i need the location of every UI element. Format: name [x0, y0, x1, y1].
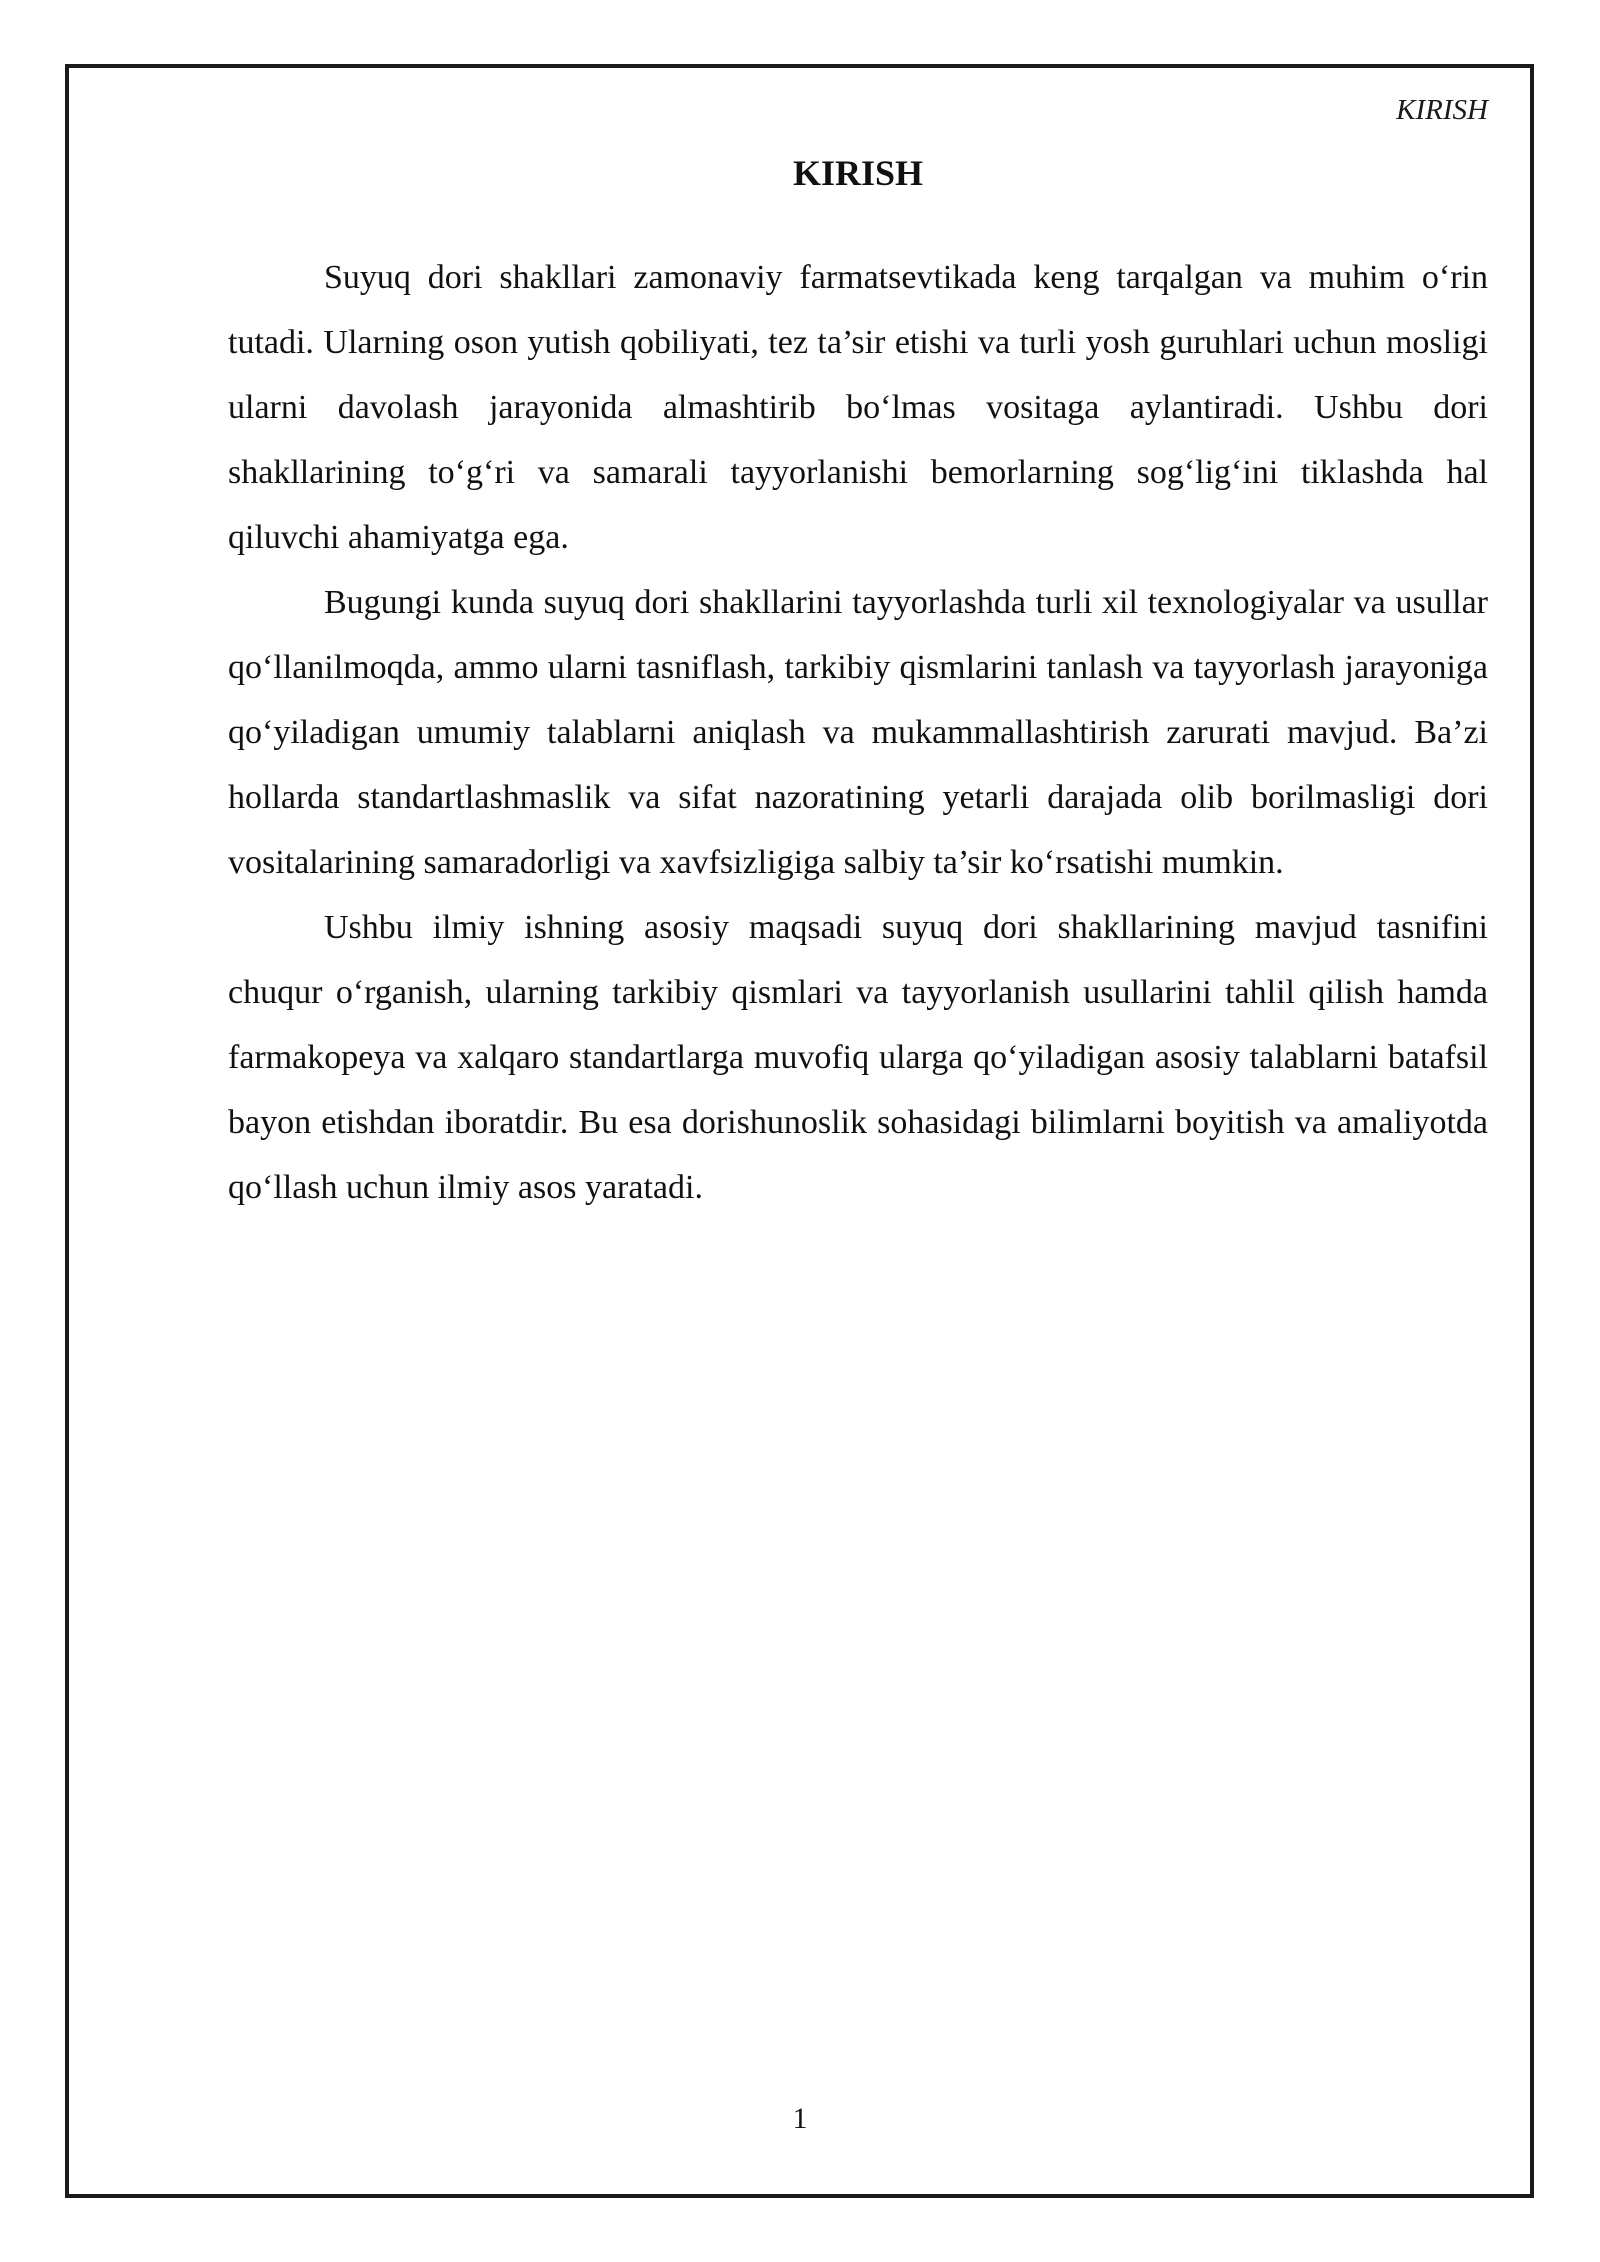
- paragraph-3: Ushbu ilmiy ishning asosiy maqsadi suyuq dori shakllarining mavjud tasnifini chuqur o‘rganish, ularning tarkibiy qismlari va tayyorlanish usullarini tahlil qilish hamda farmakopeya va xalqaro standartlarga muvofiq ularga qo‘yiladigan asosiy talablarni batafsil bayon etishdan iboratdir. Bu esa dorishunoslik sohasidagi bilimlarni boyitish va amaliyotda qo‘llash uchun ilmiy asos yaratadi.: [228, 909, 1488, 1206]
- page-title: KIRISH: [792, 153, 924, 193]
- paragraph-2: Bugungi kunda suyuq dori shakllarini tayyorlashda turli xil texnologiyalar va usullar qo‘llanilmoqda, ammo ularni tasniflash, tarkibiy qismlarini tanlash va tayyorlash jarayoniga qo‘yiladigan umumiy talablarni aniqlash va mukammallashtirish zarurati mavjud. Ba’zi hollarda standartlashmaslik va sifat nazoratining yetarli darajada olib borilmasligi dori vositalarining samaradorligi va xavfsizligiga salbiy ta’sir ko‘rsatishi mumkin.: [228, 584, 1488, 881]
- body-text: [228, 245, 1488, 1220]
- page-number: 1: [792, 2102, 808, 2135]
- running-header: KIRISH: [1396, 94, 1488, 126]
- paragraph-1: Suyuq dori shakllari zamonaviy farmatsevtikada keng tarqalgan va muhim o‘rin tutadi. Ularning oson yutish qobiliyati, tez ta’sir etishi va turli yosh guruhlari uchun mosligi ularni davolash jarayonida almashtirib bo‘lmas vositaga aylantiradi. Ushbu dori shakllarining to‘g‘ri va samarali tayyorlanishi bemorlarning sog‘lig‘ini tiklashda hal qiluvchi ahamiyatga ega.: [228, 259, 1488, 556]
